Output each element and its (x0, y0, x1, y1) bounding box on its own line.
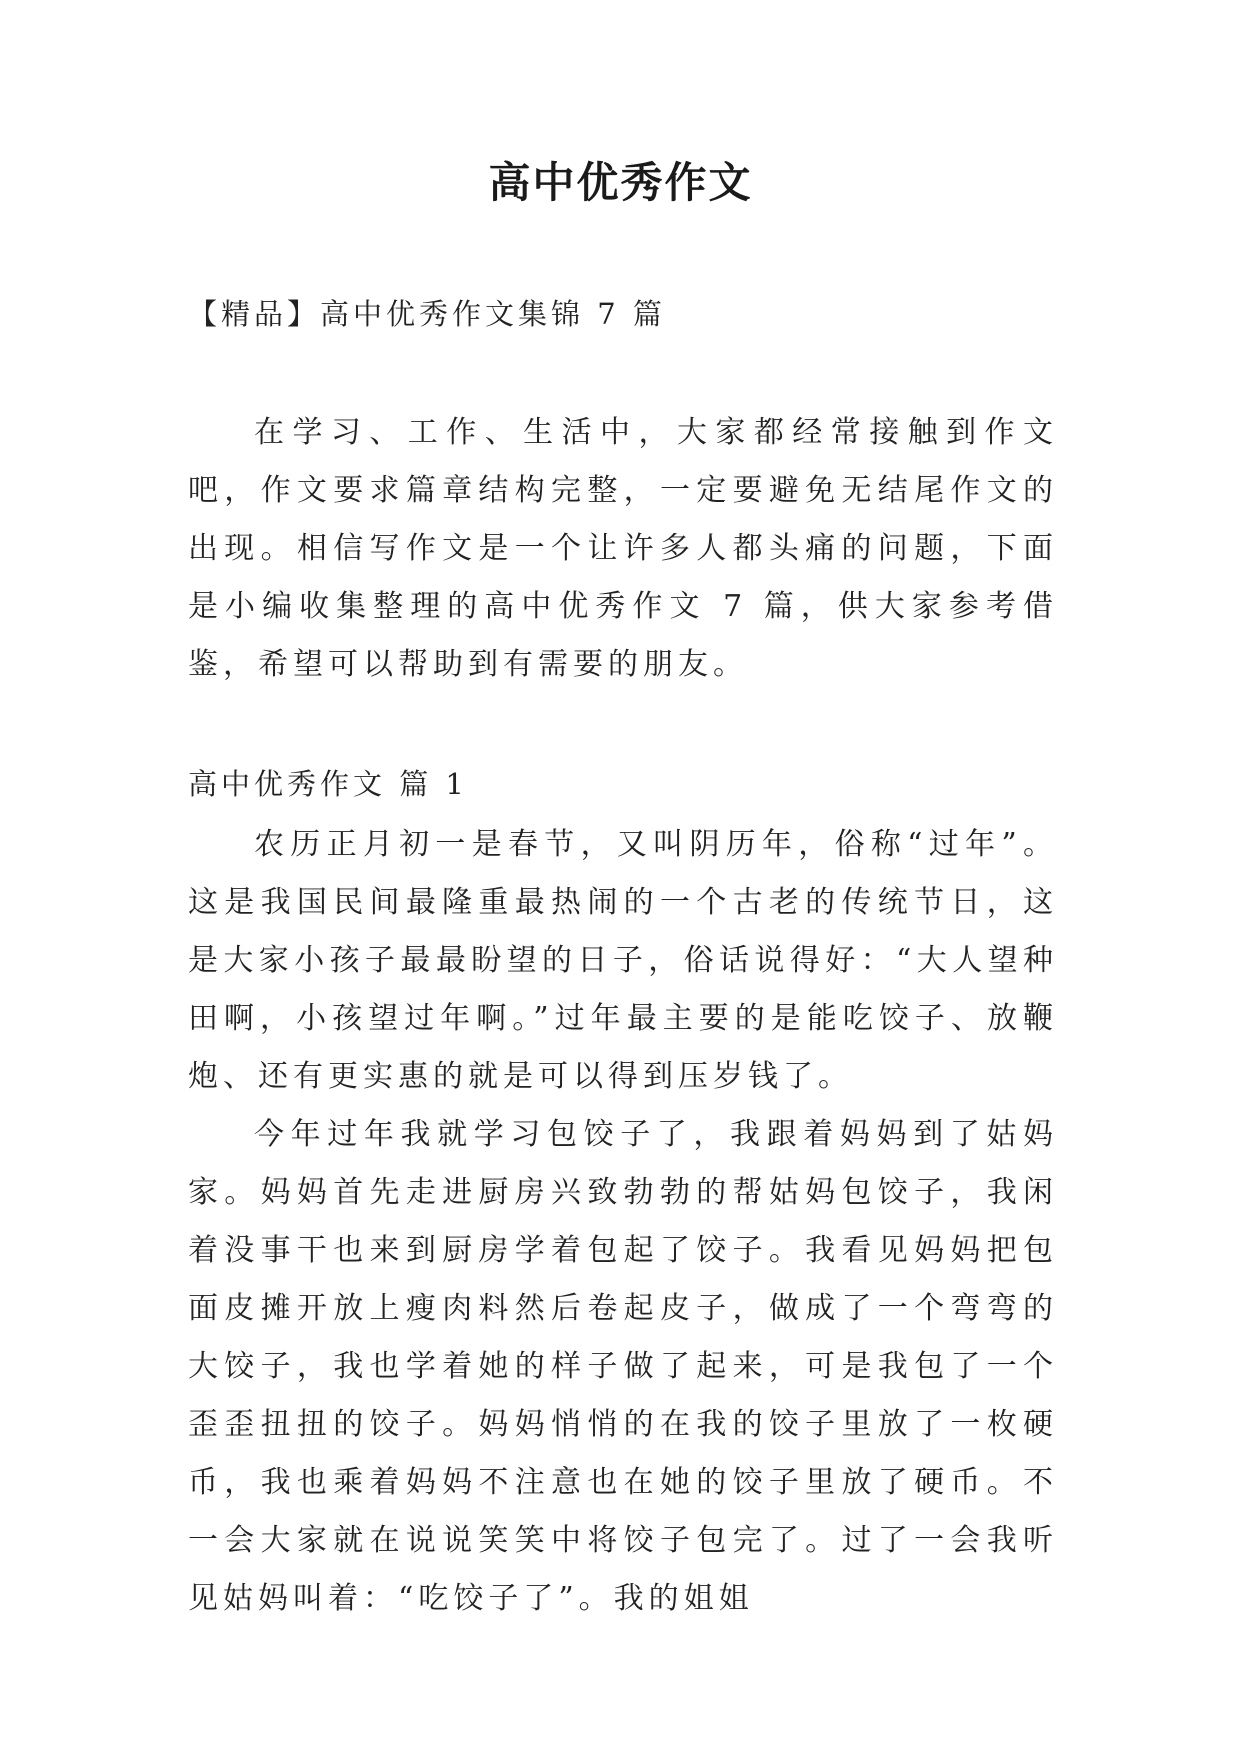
essay-paragraph-2: 今年过年我就学习包饺子了，我跟着妈妈到了姑妈家。妈妈首先走进厨房兴致勃勃的帮姑妈包饺子，我闲着没事干也来到厨房学着包起了饺子。我看见妈妈把包面皮摊开放上瘦肉料然后卷起皮子，做成了一个弯弯的大饺子，我也学着她的样子做了起来，可是我包了一个歪歪扭扭的饺子。妈妈悄悄的在我的饺子里放了一枚硬币，我也乘着妈妈不注意也在她的饺子里放了硬币。不一会大家就在说说笑笑中将饺子包完了。过了一会我听见姑妈叫着：“吃饺子了”。我的姐姐 (188, 1117, 1058, 1616)
intro-paragraph: 在学习、工作、生活中，大家都经常接触到作文吧，作文要求篇章结构完整，一定要避免无结尾作文的出现。相信写作文是一个让许多人都头痛的问题，下面是小编收集整理的高中优秀作文 7 篇，供大家参考借鉴，希望可以帮助到有需要的朋友。 (188, 415, 1058, 682)
document-subtitle: 【精品】高中优秀作文集锦 7 篇 (188, 297, 666, 331)
intro-block (188, 404, 1058, 694)
essay-paragraph-1: 农历正月初一是春节，又叫阴历年，俗称“过年”。这是我国民间最隆重最热闹的一个古老的传统节日，这是大家小孩子最最盼望的日子，俗话说得好：“大人望种田啊，小孩望过年啊。”过年最主要的是能吃饺子、放鞭炮、还有更实惠的就是可以得到压岁钱了。 (188, 827, 1058, 1094)
document-title: 高中优秀作文 (488, 158, 753, 207)
section-heading: 高中优秀作文 篇 1 (188, 767, 468, 801)
essay-body (188, 816, 1058, 1628)
